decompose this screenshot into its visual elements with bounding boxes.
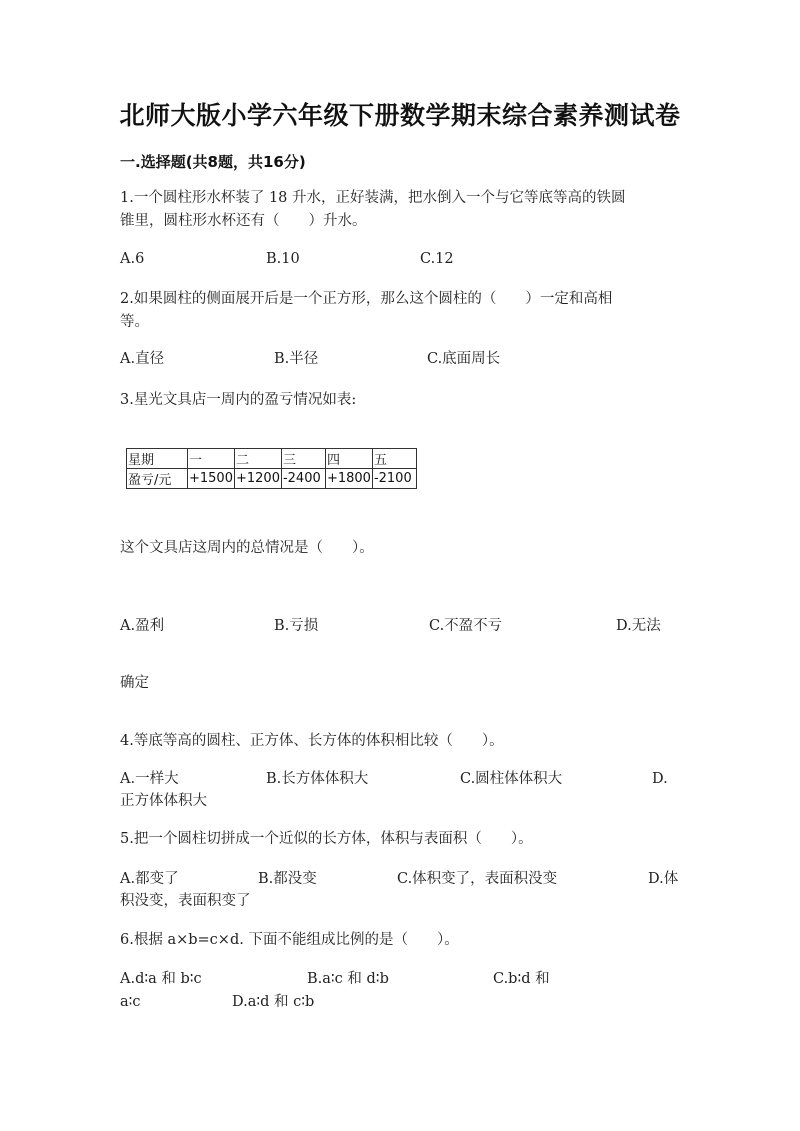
table-cell: +1500 bbox=[188, 469, 235, 489]
q5-option-c: C.体积变了，表面积没变 bbox=[397, 871, 558, 887]
table-cell: +1800 bbox=[325, 469, 372, 489]
q2-line-1: 2.如果圆柱的侧面展开后是一个正方形，那么这个圆柱的（ ）一定和高相 bbox=[120, 291, 613, 307]
q5-option-d: D.体 bbox=[648, 871, 679, 887]
q3-option-d: D.无法 bbox=[616, 618, 661, 634]
q4-option-c: C.圆柱体体积大 bbox=[460, 771, 563, 787]
q4-option-d: D. bbox=[652, 771, 668, 787]
page-title: 北师大版小学六年级下册数学期末综合素养测试卷 bbox=[119, 101, 681, 130]
q6-option-b: B.a∶c 和 d∶b bbox=[307, 971, 389, 987]
q3-option-b: B.亏损 bbox=[274, 618, 319, 634]
q5-line-1: 5.把一个圆柱切拼成一个近似的长方体，体积与表面积（ ）。 bbox=[120, 831, 533, 847]
table-row-header bbox=[127, 449, 417, 469]
q3-line-2: 这个文具店这周内的总情况是（ ）。 bbox=[120, 540, 374, 556]
q1-option-b: B.10 bbox=[266, 251, 300, 267]
q1-line-1: 1.一个圆柱形水杯装了 18 升水，正好装满，把水倒入一个与它等底等高的铁圆 bbox=[120, 190, 626, 206]
q2-option-b: B.半径 bbox=[274, 351, 319, 367]
q2-option-c: C.底面周长 bbox=[427, 351, 501, 367]
table-cell: 星期 bbox=[127, 449, 188, 469]
q6-option-c-wrap: a∶c bbox=[120, 994, 141, 1010]
q6-line-1: 6.根据 a×b=c×d. 下面不能组成比例的是（ ）。 bbox=[120, 932, 459, 948]
q1-option-a: A.6 bbox=[120, 251, 145, 267]
q5-option-a: A.都变了 bbox=[120, 871, 179, 887]
table-row-values bbox=[127, 469, 417, 489]
table-cell: 一 bbox=[188, 449, 235, 469]
q5-option-b: B.都没变 bbox=[258, 871, 317, 887]
q3-option-d-wrap: 确定 bbox=[120, 675, 149, 691]
q6-option-c: C.b∶d 和 bbox=[493, 971, 550, 987]
q2-line-2: 等。 bbox=[120, 314, 149, 330]
q2-option-a: A.直径 bbox=[120, 351, 165, 367]
table-cell: 三 bbox=[281, 449, 325, 469]
q4-option-b: B.长方体体积大 bbox=[266, 771, 369, 787]
profit-loss-table bbox=[126, 448, 417, 489]
section-heading: 一.选择题(共8题，共16分) bbox=[120, 153, 306, 171]
table-cell: +1200 bbox=[234, 469, 281, 489]
q4-line-1: 4.等底等高的圆柱、正方体、长方体的体积相比较（ ）。 bbox=[120, 733, 504, 749]
q3-option-a: A.盈利 bbox=[120, 618, 165, 634]
q1-line-2: 锥里，圆柱形水杯还有（ ）升水。 bbox=[120, 213, 367, 229]
q1-option-c: C.12 bbox=[420, 251, 454, 267]
q6-option-d: D.a∶d 和 c∶b bbox=[232, 994, 315, 1010]
q3-option-c: C.不盈不亏 bbox=[429, 618, 503, 634]
table-cell: -2400 bbox=[281, 469, 325, 489]
table-cell: 盈亏/元 bbox=[127, 469, 188, 489]
q4-option-a: A.一样大 bbox=[120, 771, 179, 787]
table-cell: -2100 bbox=[372, 469, 416, 489]
q4-option-d-wrap: 正方体体积大 bbox=[120, 793, 207, 809]
q3-line-1: 3.星光文具店一周内的盈亏情况如表: bbox=[120, 392, 357, 408]
q6-option-a: A.d∶a 和 b∶c bbox=[120, 971, 202, 987]
table-cell: 四 bbox=[325, 449, 372, 469]
table-cell: 二 bbox=[234, 449, 281, 469]
table-cell: 五 bbox=[372, 449, 416, 469]
q5-option-d-wrap: 积没变，表面积变了 bbox=[120, 893, 251, 909]
